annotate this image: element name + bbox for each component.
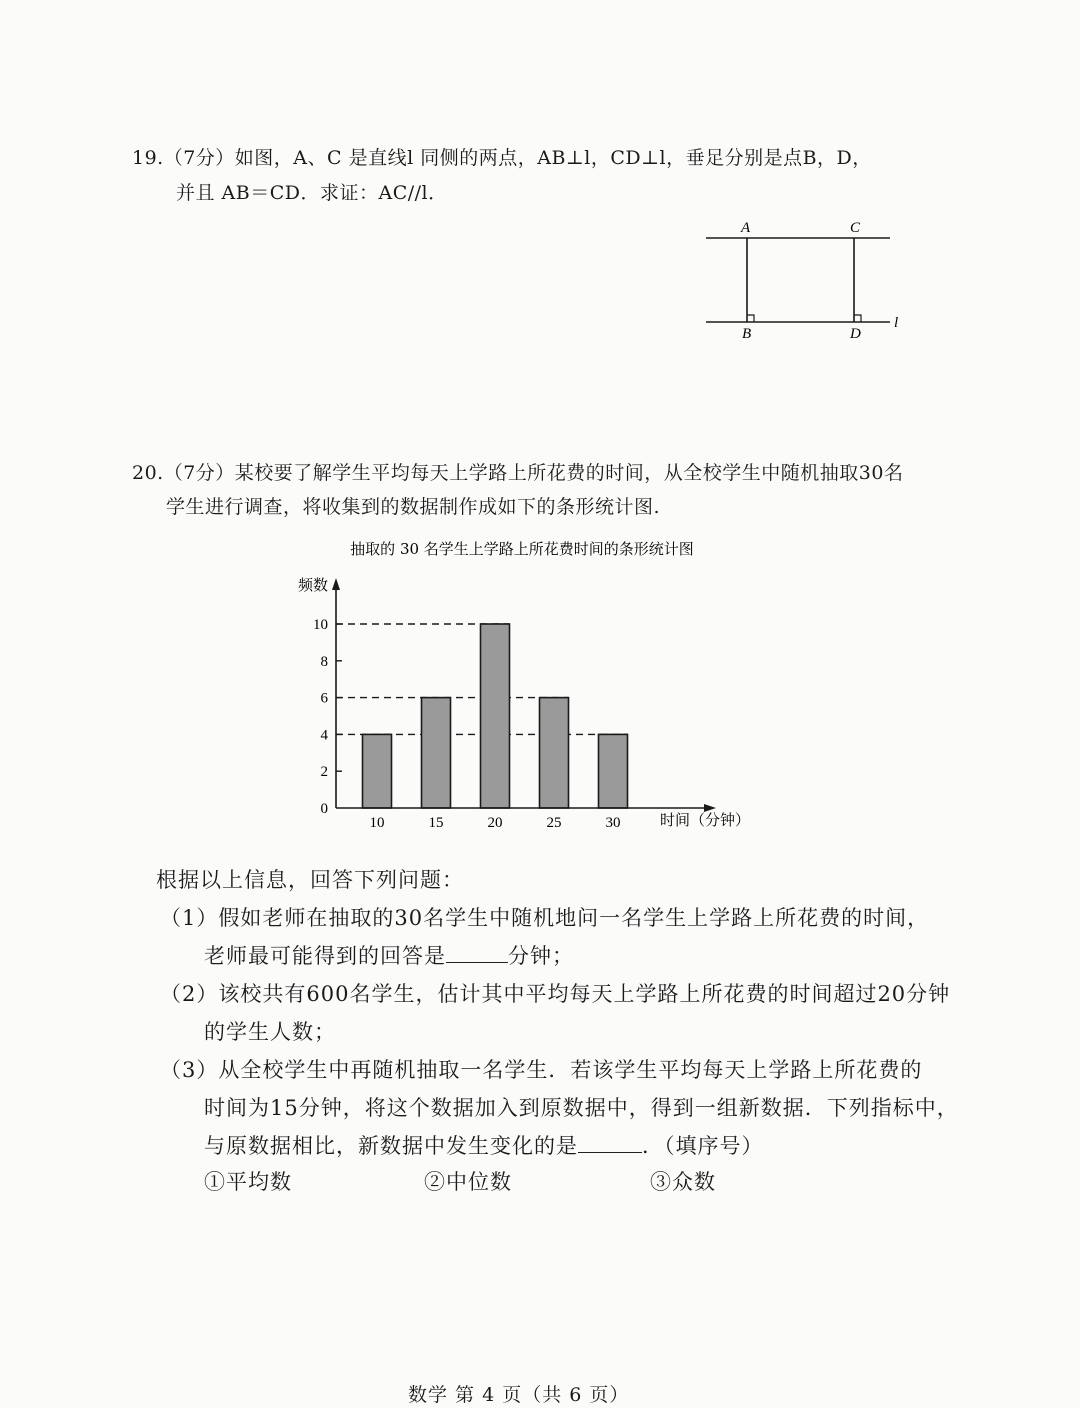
y-axis-label: 频数	[298, 576, 329, 594]
q20-part3-line3	[204, 1130, 764, 1160]
q20-part3-line1: （3）从全校学生中再随机抽取一名学生．若该学生平均每天上学路上所花费的	[160, 1058, 923, 1082]
y-tick-label-2: 2	[320, 764, 328, 781]
option-2: ②中位数	[424, 1170, 512, 1194]
x-tick-label-30: 30	[605, 815, 621, 831]
answer-blank-3[interactable]	[578, 1131, 642, 1153]
bars	[363, 624, 628, 808]
x-tick-label-20: 20	[487, 815, 503, 831]
label-d: D	[850, 326, 861, 342]
q20-part1-text-a: 老师最可能得到的回答是	[204, 944, 446, 968]
q20-part3-text-a: 与原数据相比，新数据中发生变化的是	[204, 1134, 578, 1158]
label-c: C	[850, 220, 861, 236]
q20-intro: 根据以上信息，回答下列问题：	[156, 868, 464, 892]
answer-blank-1[interactable]	[446, 941, 508, 963]
q20-part2-line1: （2）该校共有600名学生，估计其中平均每天上学路上所花费的时间超过20分钟	[160, 982, 951, 1006]
x-ticks	[370, 815, 621, 831]
q20-line2: 学生进行调查，将收集到的数据制作成如下的条形统计图.	[166, 496, 661, 518]
q19-line1: 19.（7分）如图，A、C 是直线l 同侧的两点，AB⊥l，CD⊥l，垂足分别是点B，D，	[132, 147, 872, 169]
x-tick-label-10: 10	[369, 815, 385, 831]
q20-part3-line2: 时间为15分钟，将这个数据加入到原数据中，得到一组新数据．下列指标中，	[204, 1096, 959, 1120]
y-tick-label-4: 4	[320, 727, 328, 744]
y-tick-label-0: 0	[320, 801, 328, 817]
y-tick-label-6: 6	[320, 690, 328, 707]
bar-15	[422, 698, 451, 808]
y-tick-label-10: 10	[313, 617, 328, 633]
y-axis-arrow	[332, 578, 340, 590]
right-angle-d	[854, 315, 861, 322]
bar-30	[599, 734, 628, 808]
q20-part1-line2	[204, 940, 574, 970]
y-tick-label-8: 8	[320, 653, 328, 670]
label-l: l	[894, 315, 899, 331]
chart-title: 抽取的 30 名学生上学路上所花费时间的条形统计图	[350, 540, 694, 558]
q19-geometry-figure	[700, 212, 920, 347]
x-tick-label-15: 15	[428, 815, 444, 831]
q20-part3-text-b: ．（填序号）	[642, 1134, 764, 1158]
y-ticks	[313, 617, 342, 817]
bar-20	[481, 624, 510, 808]
q20-bar-chart	[280, 530, 780, 840]
q20-part2-line2: 的学生人数；	[204, 1020, 336, 1044]
bar-25	[540, 698, 569, 808]
x-axis-label: 时间（分钟）	[660, 811, 751, 829]
option-1: ①平均数	[204, 1170, 292, 1194]
q19-line2: 并且 AB＝CD．求证：AC//l．	[176, 182, 448, 204]
q20-part1-line1: （1）假如老师在抽取的30名学生中随机地问一名学生上学路上所花费的时间，	[160, 906, 930, 930]
bar-10	[363, 734, 392, 808]
q20-part1-text-b: 分钟；	[508, 944, 574, 968]
page-footer: 数学 第 4 页（共 6 页）	[408, 1384, 630, 1406]
q20-line1: 20.（7分）某校要了解学生平均每天上学路上所花费的时间，从全校学生中随机抽取30名	[132, 462, 904, 484]
right-angle-b	[747, 315, 754, 322]
option-3: ③众数	[650, 1170, 716, 1194]
x-tick-label-25: 25	[546, 815, 562, 831]
label-b: B	[742, 326, 752, 342]
label-a: A	[741, 220, 751, 236]
